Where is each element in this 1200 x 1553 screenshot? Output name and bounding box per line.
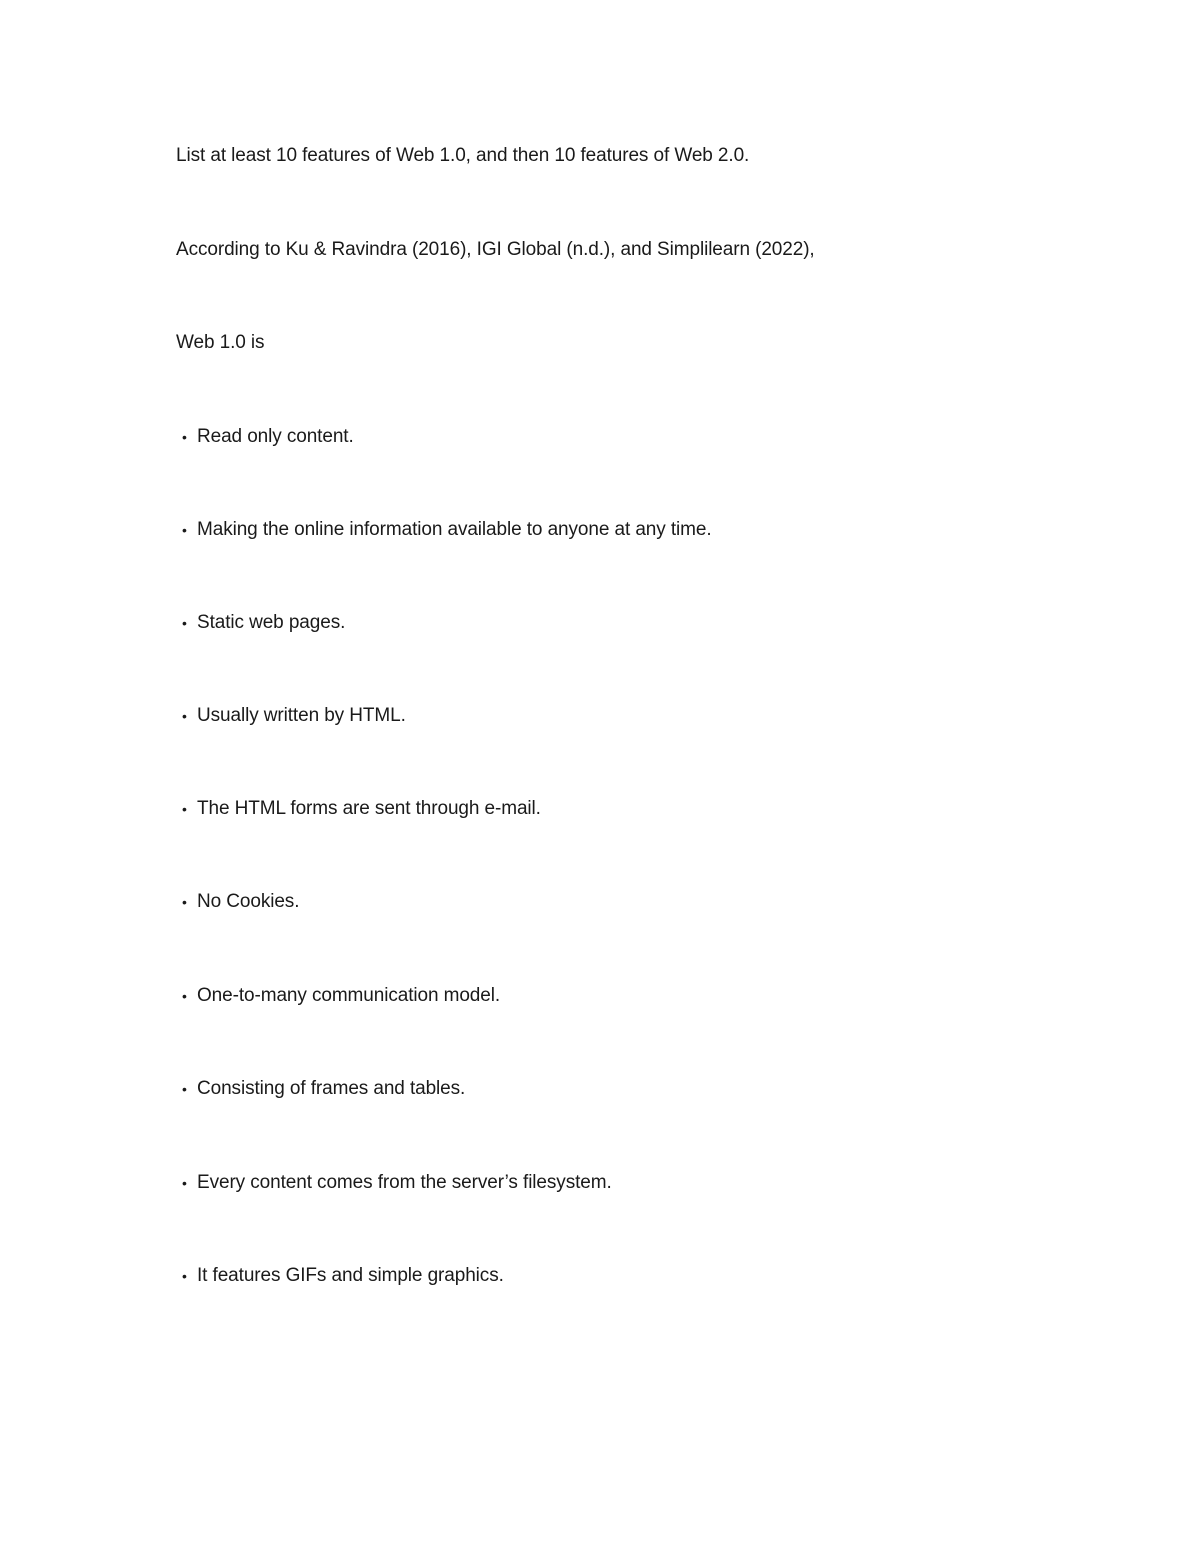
bullet-icon: • xyxy=(182,615,187,631)
list-item xyxy=(182,890,299,914)
list-item xyxy=(182,518,712,542)
list-item-text: No Cookies. xyxy=(197,891,300,912)
list-item-text: One-to-many communication model. xyxy=(197,985,501,1006)
list-item-text: The HTML forms are sent through e-mail. xyxy=(197,798,541,819)
intro-text: According to Ku & Ravindra (2016), IGI Global (n.d.), and Simplilearn (2022), xyxy=(176,239,815,260)
list-item-text: Read only content. xyxy=(197,426,354,447)
list-item xyxy=(182,984,500,1008)
list-item-text: It features GIFs and simple graphics. xyxy=(197,1265,504,1286)
bullet-icon: • xyxy=(182,1081,187,1097)
list-item xyxy=(182,1171,612,1195)
bullet-icon: • xyxy=(182,801,187,817)
question-text: List at least 10 features of Web 1.0, and then 10 features of Web 2.0. xyxy=(176,145,750,166)
list-item-text: Every content comes from the server’s filesystem. xyxy=(197,1172,612,1193)
list-item-text: Usually written by HTML. xyxy=(197,705,406,726)
bullet-icon: • xyxy=(182,429,187,445)
list-item-text: Making the online information available to anyone at any time. xyxy=(197,519,712,540)
list-item xyxy=(182,1077,465,1101)
list-item xyxy=(182,1264,504,1288)
bullet-icon: • xyxy=(182,708,187,724)
section-heading: Web 1.0 is xyxy=(176,332,265,353)
list-item xyxy=(182,797,541,821)
bullet-icon: • xyxy=(182,988,187,1004)
bullet-icon: • xyxy=(182,1175,187,1191)
list-item xyxy=(182,704,406,728)
list-item-text: Consisting of frames and tables. xyxy=(197,1078,466,1099)
list-item xyxy=(182,611,345,635)
bullet-icon: • xyxy=(182,894,187,910)
list-item xyxy=(182,425,354,449)
bullet-icon: • xyxy=(182,522,187,538)
list-item-text: Static web pages. xyxy=(197,612,346,633)
bullet-icon: • xyxy=(182,1268,187,1284)
